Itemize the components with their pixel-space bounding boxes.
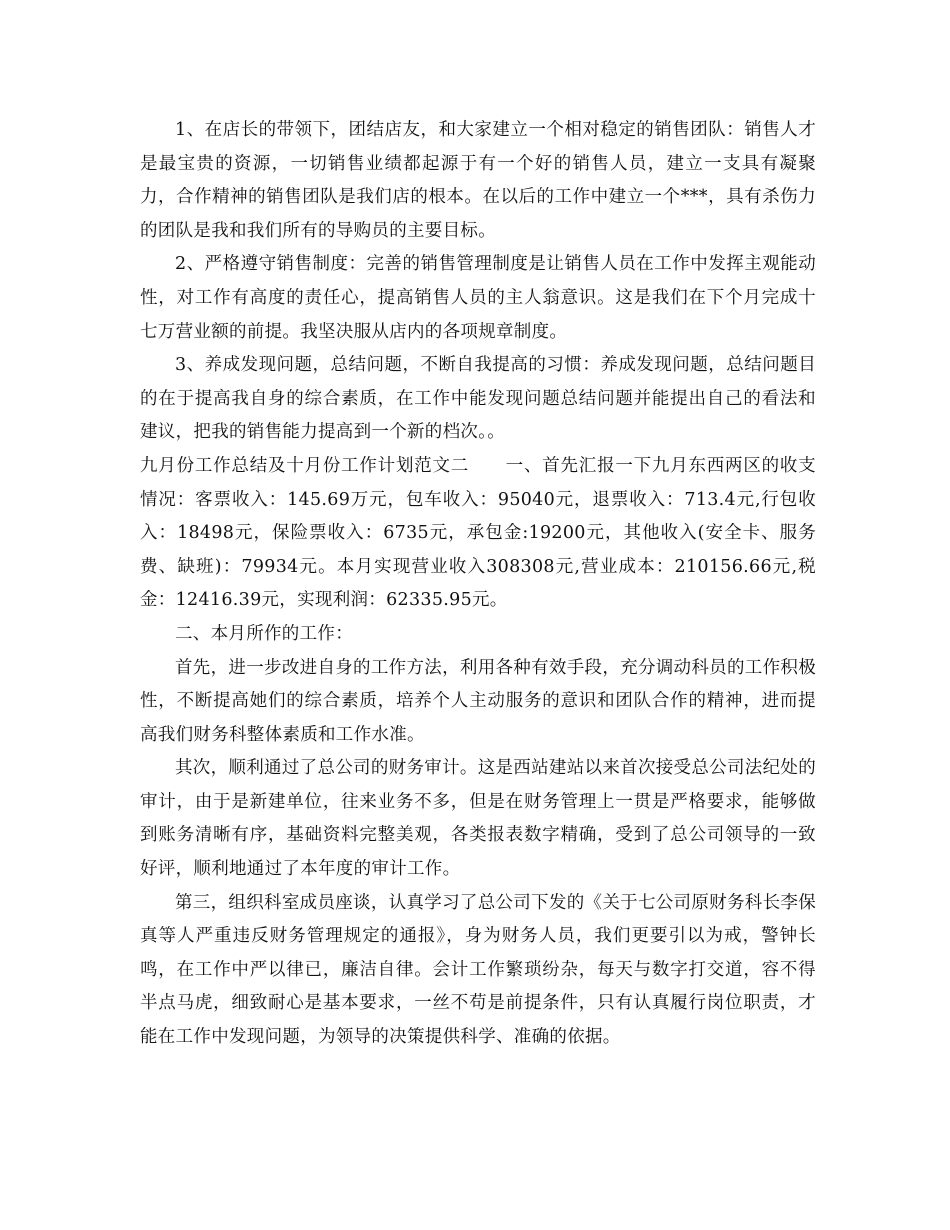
paragraph-problem-solving: 3、养成发现问题，总结问题，不断自我提高的习惯：养成发现问题，总结问题目的在于提高我自身的综合素质，在工作中能发现问题总结问题并能提出自己的看法和建议，把我的销售能力提高到一个新的档次。。 (140, 355, 816, 443)
paragraph-third-study: 第三，组织科室成员座谈，认真学习了总公司下发的《关于七公司原财务科长李保真等人严重违反财务管理规定的通报》，身为财务人员，我们更要引以为戒，警钟长鸣，在工作中严以律已，廉洁自律。会计工作繁琐纷杂，每天与数字打交道，容不得半点马虎，细致耐心是基本要求，一丝不苟是前提条件，只有认真履行岗位职责，才能在工作中发现问题，为领导的决策提供科学、准确的依据。 (140, 892, 816, 1048)
paragraph-september-summary-title-and-income: 九月份工作总结及十月份工作计划范文二 一、首先汇报一下九月东西两区的收支情况：客票收入：145.69万元，包车收入：95040元，退票收入：713.4元,行包收入：18498元，保险票收入：6735元，承包金:19200元，其他收入(安全卡、服务费、缺班)：79934元。本月实现营业收入308308元,营业成本：210156.66元,税金：12416.39元，实现利润：62335.95元。 (140, 455, 816, 611)
paragraph-sales-rules: 2、严格遵守销售制度：完善的销售管理制度是让销售人员在工作中发挥主观能动性，对工作有高度的责任心，提高销售人员的主人翁意识。这是我们在下个月完成十七万营业额的前提。我坚决服从店内的各项规章制度。 (140, 254, 816, 342)
paragraph-second-audit: 其次，顺利通过了总公司的财务审计。这是西站建站以来首次接受总公司法纪处的审计，由于是新建单位，往来业务不多，但是在财务管理上一贯是严格要求，能够做到账务清晰有序，基础资料完整美观，各类报表数字精确，受到了总公司领导的一致好评，顺利地通过了本年度的审计工作。 (140, 758, 816, 880)
document-body (140, 114, 816, 1055)
paragraph-first-improvement: 首先，进一步改进自身的工作方法，利用各种有效手段，充分调动科员的工作积极性，不断提高她们的综合素质，培养个人主动服务的意识和团队合作的精神，进而提高我们财务科整体素质和工作水准。 (140, 657, 816, 745)
paragraph-section-heading-work-done: 二、本月所作的工作： (175, 623, 353, 644)
paragraph-sales-team: 1、在店长的带领下，团结店友，和大家建立一个相对稳定的销售团队：销售人才是最宝贵的资源，一切销售业绩都起源于有一个好的销售人员，建立一支具有凝聚力，合作精神的销售团队是我们店的根本。在以后的工作中建立一个***，具有杀伤力的团队是我和我们所有的导购员的主要目标。 (140, 120, 816, 241)
